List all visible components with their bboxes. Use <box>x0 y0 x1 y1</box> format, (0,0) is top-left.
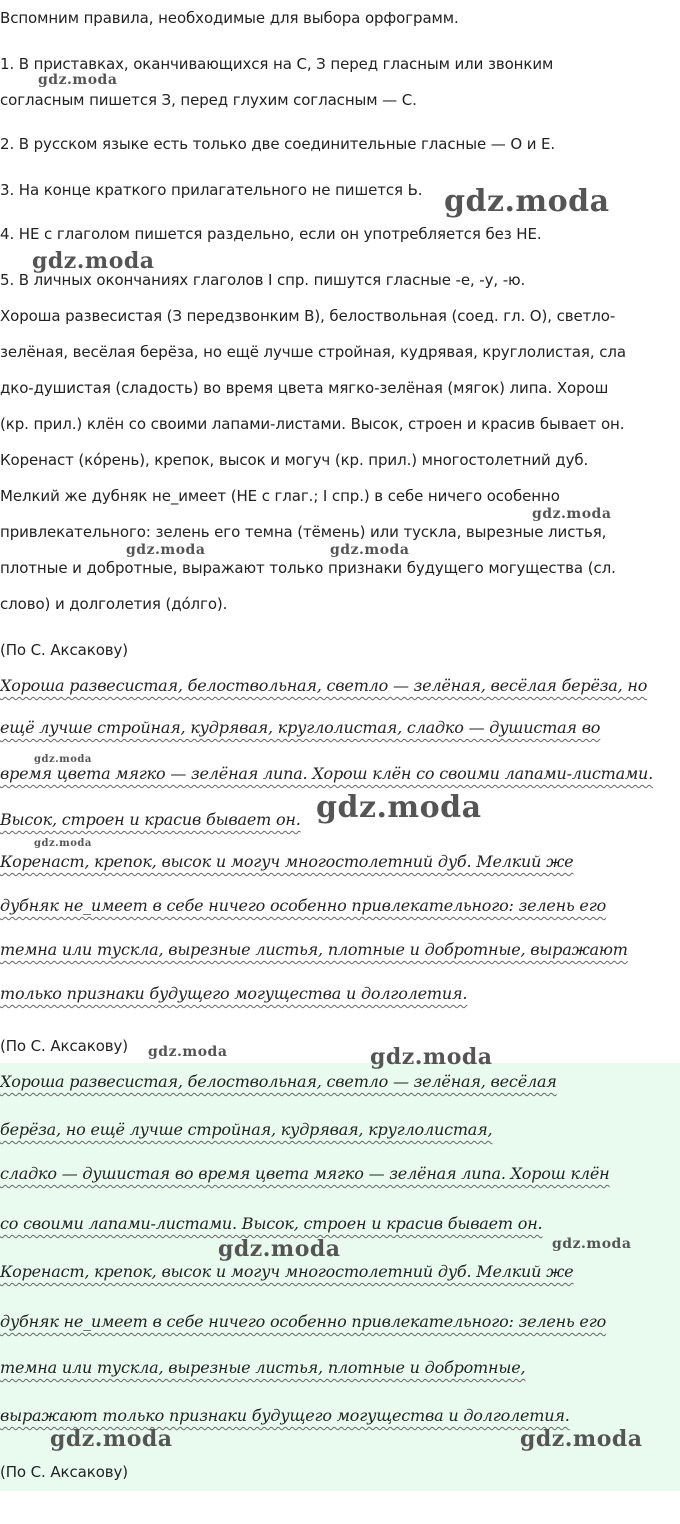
analysis-line-1: Хороша развесистая, белоствольная, светло — зелёная, весёлая берёза, но <box>0 676 648 695</box>
final-line-1: Хороша развесистая, белоствольная, светло — зелёная, весёлая <box>0 1072 557 1091</box>
watermark: gdz.moda <box>330 542 410 558</box>
annotated-line-4: (кр. прил.) клён со своими лапами-листами. Высок, строен и красив бывает он. <box>0 415 625 433</box>
final-line-8: выражают только признаки будущего могущества и долголетия. <box>0 1406 570 1425</box>
annotated-line-2: зелёная, весёлая берёза, но ещё лучше стройная, кудрявая, круглолистая, сла <box>0 343 626 361</box>
analysis-line-3: время цвета мягко — зелёная липа. Хорош клён со своими лапами-листами. <box>0 764 654 783</box>
rule-1-line-1: 1. В приставках, оканчивающихся на С, З перед гласным или звонким <box>0 55 554 73</box>
watermark: gdz.moda <box>32 248 155 274</box>
watermark: gdz.moda <box>444 184 610 219</box>
annotated-line-5: Коренаст (кóрень), крепок, высок и могуч (кр. прил.) многостолетний дуб. <box>0 451 589 469</box>
analysis-line-4: Высок, строен и красив бывает он. <box>0 810 301 829</box>
final-line-4: со своими лапами-листами. Высок, строен и красив бывает он. <box>0 1214 543 1233</box>
final-line-6: дубняк не_имеет в себе ничего особенно привлекательного: зелень его <box>0 1312 607 1331</box>
annotated-source: (По С. Аксакову) <box>0 641 129 659</box>
watermark: gdz.moda <box>34 754 92 765</box>
watermark: gdz.moda <box>34 838 92 849</box>
analysis-line-5: Коренаст, крепок, высок и могуч многостолетний дуб. Мелкий же <box>0 852 574 871</box>
final-line-5: Коренаст, крепок, высок и могуч многостолетний дуб. Мелкий же <box>0 1262 574 1281</box>
intro-heading: Вспомним правила, необходимые для выбора орфограмм. <box>0 9 459 27</box>
watermark: gdz.moda <box>520 1426 643 1452</box>
analysis-line-7: темна или тускла, вырезные листья, плотные и добротные, выражают <box>0 940 628 959</box>
annotated-line-6: Мелкий же дубняк не_имеет (НЕ с глаг.; I спр.) в себе ничего особенно <box>0 487 560 505</box>
analysis-line-6: дубняк не_имеет в себе ничего особенно привлекательного: зелень его <box>0 896 607 915</box>
final-source: (По С. Аксакову) <box>0 1463 129 1481</box>
rule-2: 2. В русском языке есть только две соединительные гласные — О и Е. <box>0 135 556 153</box>
rule-1-line-2: согласным пишется З, перед глухим согласным — С. <box>0 91 417 109</box>
annotated-line-7: привлекательного: зелень его темна (тёмень) или тускла, вырезные листья, <box>0 523 607 541</box>
rule-5: 5. В личных окончаниях глаголов I спр. пишутся гласные -е, -у, -ю. <box>0 271 526 289</box>
watermark: gdz.moda <box>552 1236 632 1252</box>
watermark: gdz.moda <box>316 790 482 825</box>
analysis-source: (По С. Аксакову) <box>0 1037 129 1055</box>
rule-3: 3. На конце краткого прилагательного не пишется Ь. <box>0 181 423 199</box>
analysis-line-2: ещё лучше стройная, кудрявая, круглолистая, сладко — душистая во <box>0 718 601 737</box>
watermark: gdz.moda <box>50 1426 173 1452</box>
final-line-7: темна или тускла, вырезные листья, плотные и добротные, <box>0 1358 526 1377</box>
watermark: gdz.moda <box>370 1044 493 1070</box>
watermark: gdz.moda <box>126 542 206 558</box>
annotated-line-1: Хороша развесистая (З передзвонким В), белоствольная (соед. гл. О), светло- <box>0 307 616 325</box>
annotated-line-8: плотные и добротные, выражают только признаки будущего могущества (сл. <box>0 559 616 577</box>
watermark: gdz.moda <box>532 506 612 522</box>
watermark: gdz.moda <box>38 72 118 88</box>
final-line-3: сладко — душистая во время цвета мягко — зелёная липа. Хорош клён <box>0 1164 610 1183</box>
final-line-2: берёза, но ещё лучше стройная, кудрявая, круглолистая, <box>0 1120 493 1139</box>
annotated-line-3: дко-душистая (сладость) во время цвета мягко-зелёная (мягок) липа. Хорош <box>0 379 609 397</box>
watermark: gdz.moda <box>218 1236 341 1262</box>
rule-4: 4. НЕ с глаголом пишется раздельно, если он употребляется без НЕ. <box>0 225 542 243</box>
watermark: gdz.moda <box>148 1044 228 1060</box>
analysis-line-8: только признаки будущего могущества и долголетия. <box>0 984 468 1003</box>
annotated-line-9: слово) и долголетия (дóлго). <box>0 595 228 613</box>
